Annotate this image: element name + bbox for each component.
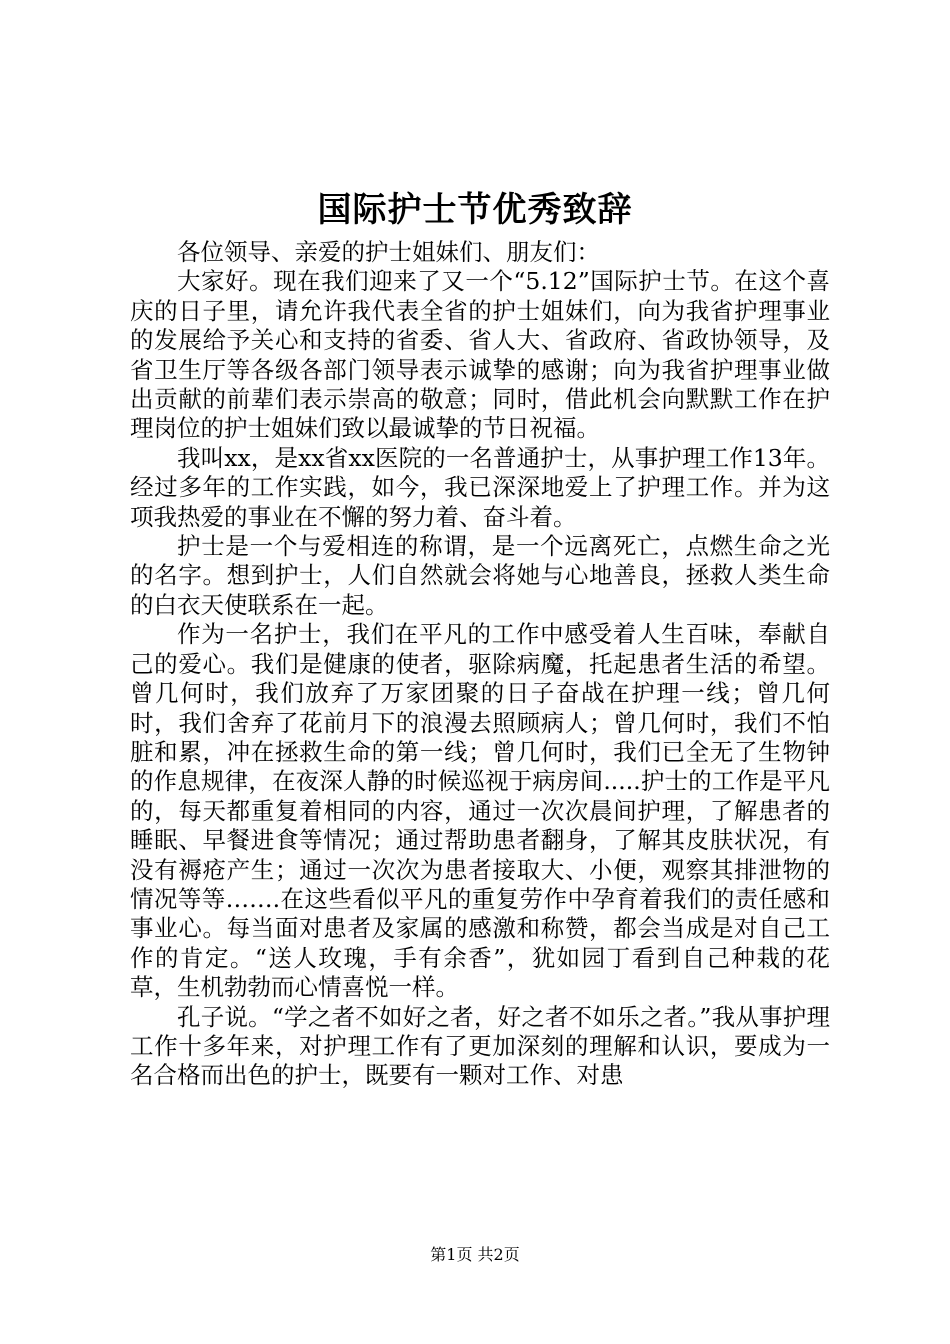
document-title: 国际护士节优秀致辞	[317, 190, 633, 230]
body-paragraph: 作为一名护士，我们在平凡的工作中感受着人生百味，奉献自己的爱心。我们是健康的使者，驱除病魔，托起患者生活的希望。曾几何时，我们放弃了万家团聚的日子奋战在护理一线；曾几何时，我们舍弃了花前月下的浪漫去照顾病人；曾几何时，我们不怕脏和累，冲在拯救生命的第一线；曾几何时，我们已全无了生物钟的作息规律，在夜深人静的时候巡视于病房间.....护士的工作是平凡的，每天都重复着相同的内容，通过一次次晨间护理，了解患者的睡眠、早餐进食等情况；通过帮助患者翻身，了解其皮肤状况，有没有褥疮产生；通过一次次为患者接取大、小便，观察其排泄物的情况等等…….在这些看似平凡的重复劳作中孕育着我们的责任感和事业心。每当面对患者及家属的感激和称赞，都会当成是对自己工作的肯定。“送人玫瑰，手有余香”，犹如园丁看到自己种栽的花草，生机勃勃而心情喜悦一样。	[130, 620, 830, 1002]
body-paragraph: 孔子说。“学之者不如好之者，好之者不如乐之者。”我从事护理工作十多年来，对护理工作有了更加深刻的理解和认识，要成为一名合格而出色的护士，既要有一颗对工作、对患	[130, 1002, 830, 1090]
body-paragraph: 我叫xx，是xx省xx医院的一名普通护士，从事护理工作13年。经过多年的工作实践，如今，我已深深地爱上了护理工作。并为这项我热爱的事业在不懈的努力着、奋斗着。	[130, 443, 830, 531]
body-paragraph: 护士是一个与爱相连的称谓，是一个远离死亡，点燃生命之光的名字。想到护士，人们自然就会将她与心地善良，拯救人类生命的白衣天使联系在一起。	[130, 532, 830, 619]
salutation-paragraph: 各位领导、亲爱的护士姐妹们、朋友们：	[177, 238, 600, 266]
document-body	[130, 238, 830, 1091]
page-number-footer: 第1页 共2页	[430, 1245, 520, 1264]
body-paragraph: 大家好。现在我们迎来了又一个“5.12”国际护士节。在这个喜庆的日子里，请允许我代表全省的护士姐妹们，向为我省护理事业的发展给予关心和支持的省委、省人大、省政府、省政协领导，及省卫生厅等各级各部门领导表示诚挚的感谢；向为我省护理事业做出贡献的前辈们表示崇高的敬意；同时，借此机会向默默工作在护理岗位的护士姐妹们致以最诚挚的节日祝福。	[130, 267, 830, 443]
